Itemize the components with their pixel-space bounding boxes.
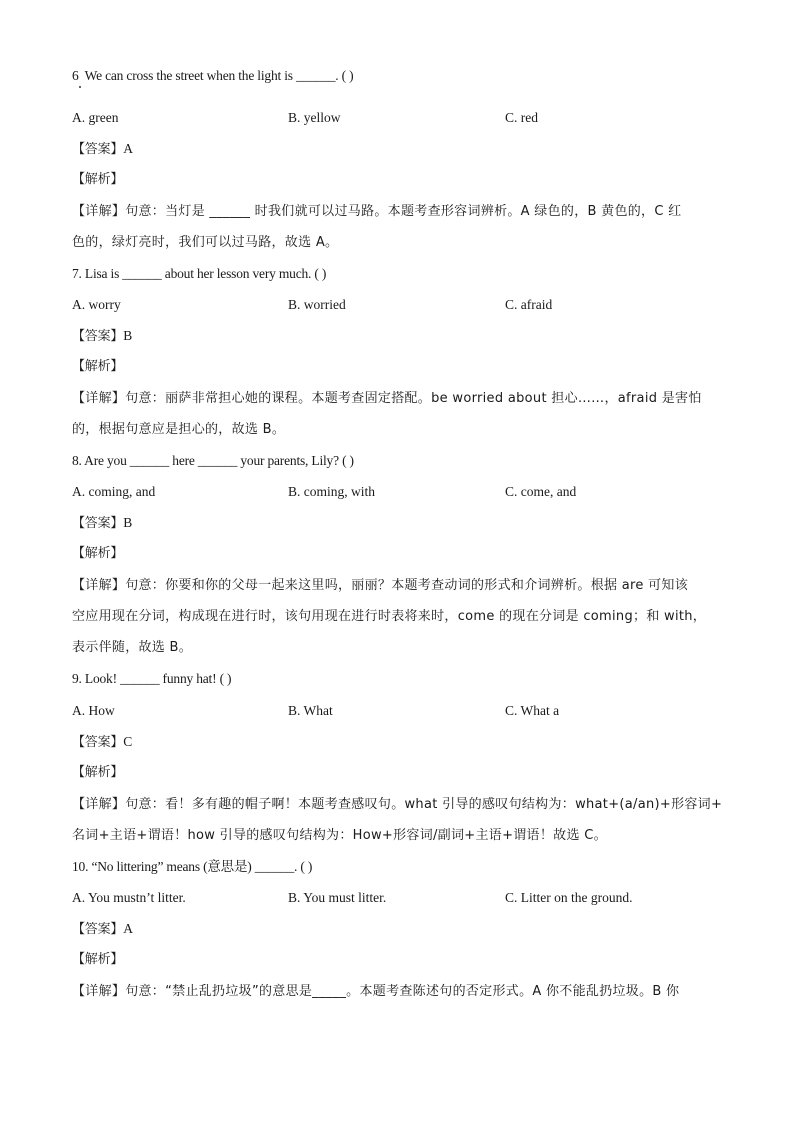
answer-value: C: [123, 734, 133, 749]
q8-analysis-label: 【解析】: [72, 546, 124, 561]
detail-label: 【详解】: [72, 984, 126, 999]
q6-option-a: A. green: [72, 110, 119, 125]
q6-option-c: C. red: [505, 110, 538, 125]
q7-detail-line-2: 的，根据句意应是担心的，故选 B。: [72, 422, 286, 437]
question-9: 9. Look! ______ funny hat! ( ): [72, 671, 232, 686]
list-marker-dot: [79, 86, 81, 88]
answer-label: 【答案】: [72, 922, 124, 937]
detail-label: 【详解】: [72, 578, 126, 593]
question-7: 7. Lisa is ______ about her lesson very much. ( ): [72, 266, 327, 281]
q9-detail-line-1: [72, 795, 722, 815]
q10-option-b: B. You must litter.: [288, 890, 387, 905]
q10-option-a: A. You mustn’t litter.: [72, 890, 186, 905]
q9-answer: [72, 732, 132, 753]
answer-value: A: [123, 921, 133, 936]
q10-option-c: C. Litter on the ground.: [505, 890, 633, 905]
q6-option-b: B. yellow: [288, 110, 341, 125]
q10-analysis-label: 【解析】: [72, 952, 124, 967]
q7-detail-line-1: [72, 389, 702, 409]
q8-detail-line-3: 表示伴随，故选 B。: [72, 640, 193, 655]
detail-label: 【详解】: [72, 204, 126, 219]
question-10: 10. “No littering” means (意思是) ______. ( ): [72, 859, 313, 874]
q7-option-b: B. worried: [288, 297, 346, 312]
detail-text: 句意：丽萨非常担心她的课程。本题考查固定搭配。be worried about 担心……，afraid 是害怕: [125, 391, 702, 406]
q8-detail-line-2: 空应用现在分词，构成现在进行时，该句用现在进行时表将来时，come 的现在分词是 coming；和 with，: [72, 609, 707, 624]
detail-text: 句意：看！多有趣的帽子啊！本题考查感叹句。what 引导的感叹句结构为：what+(a/an)+形容词+: [125, 797, 723, 812]
q7-analysis-label: 【解析】: [72, 359, 124, 374]
answer-value: B: [123, 328, 133, 343]
answer-label: 【答案】: [72, 329, 124, 344]
detail-label: 【详解】: [72, 391, 126, 406]
q7-option-a: A. worry: [72, 297, 121, 312]
answer-label: 【答案】: [72, 516, 124, 531]
detail-text: 句意：当灯是 ______ 时我们就可以过马路。本题考查形容词辨析。A 绿色的，B 黄色的，C 红: [125, 204, 682, 219]
answer-value: B: [123, 515, 133, 530]
question-8: 8. Are you ______ here ______ your parents, Lily? ( ): [72, 453, 354, 468]
answer-label: 【答案】: [72, 735, 124, 750]
q7-answer: [72, 326, 132, 347]
q8-option-a: A. coming, and: [72, 484, 156, 499]
q6-detail-line-2: 色的，绿灯亮时，我们可以过马路，故选 A。: [72, 235, 339, 250]
q10-answer: [72, 919, 133, 940]
detail-text: 句意：你要和你的父母一起来这里吗，丽丽？本题考查动词的形式和介词辨析。根据 are 可知该: [125, 578, 688, 593]
detail-label: 【详解】: [72, 797, 126, 812]
q9-option-c: C. What a: [505, 703, 560, 718]
q9-option-a: A. How: [72, 703, 115, 718]
q9-analysis-label: 【解析】: [72, 765, 124, 780]
q6-detail-line-1: [72, 202, 681, 222]
detail-text: 句意：“禁止乱扔垃圾”的意思是_____。本题考查陈述句的否定形式。A 你不能乱扔垃圾。B 你: [125, 984, 680, 999]
q6-analysis-label: 【解析】: [72, 172, 124, 187]
q8-option-c: C. come, and: [505, 484, 577, 499]
q8-answer: [72, 513, 132, 534]
question-6-number: 6: [72, 68, 79, 83]
q9-detail-line-2: 名词+主语+谓语！how 引导的感叹句结构为：How+形容词/副词+主语+谓语！故选 C。: [72, 828, 607, 843]
q8-option-b: B. coming, with: [288, 484, 375, 499]
question-6: [72, 66, 353, 86]
question-6-text: We can cross the street when the light is ______. ( ): [84, 68, 354, 83]
answer-value: A: [123, 141, 133, 156]
q6-answer: [72, 139, 133, 160]
q7-option-c: C. afraid: [505, 297, 553, 312]
q8-detail-line-1: [72, 576, 688, 596]
q9-option-b: B. What: [288, 703, 333, 718]
q10-detail-line-1: [72, 982, 679, 1002]
answer-label: 【答案】: [72, 142, 124, 157]
